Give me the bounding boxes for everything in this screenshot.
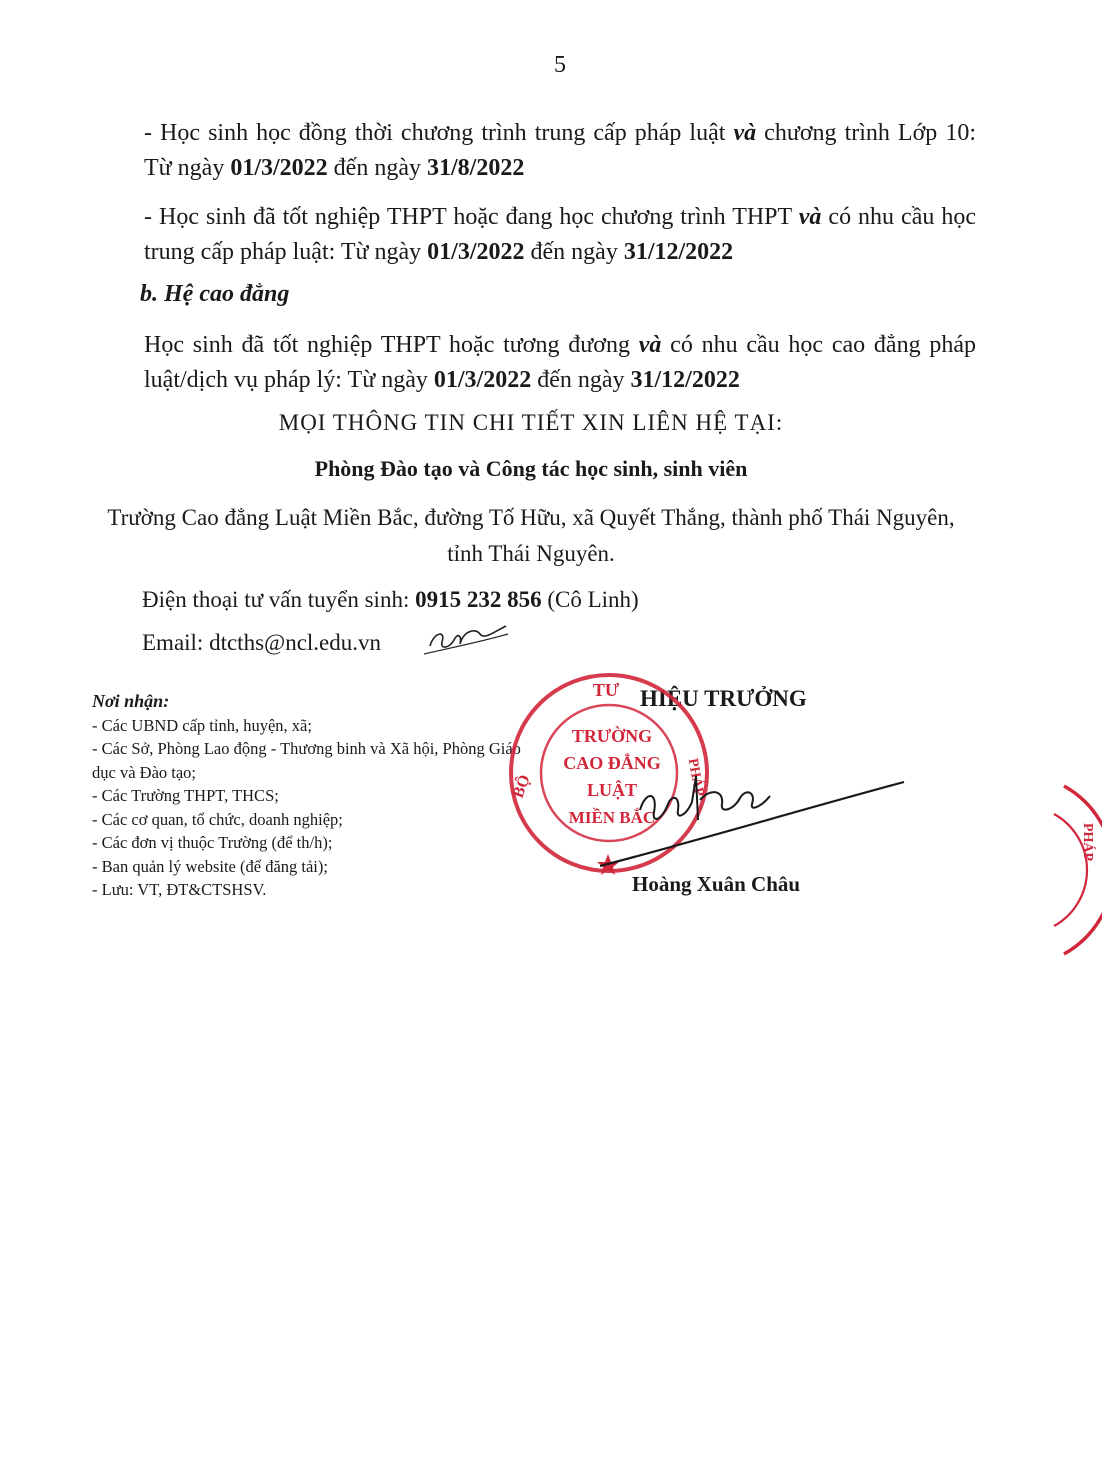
svg-text:MIỀN BẮC: MIỀN BẮC [568,808,656,827]
signer-title: HIỆU TRƯỞNG [640,686,807,711]
email-address[interactable]: dtcths@ncl.edu.vn [209,630,382,655]
svg-text:LUẬT: LUẬT [586,780,638,800]
section-heading-college: b. Hệ cao đẳng [140,281,290,307]
contact-email: Email: dtcths@ncl.edu.vn [142,630,382,655]
recipient-item: - Ban quản lý website (để đăng tải); [92,856,328,876]
paragraph-intermediate-thpt: - Học sinh đã tốt nghiệp THPT hoặc đang học chương trình THPT và có nhu cầu học trung cấp pháp luật: Từ ngày 01/3/2022 đến ngày 31/12/2022 [144,204,977,265]
recipients-block [92,690,522,902]
page-number: 5 [554,52,566,78]
contact-department: Phòng Đào tạo và Công tác học sinh, sinh viên [314,456,748,481]
end-date: 31/12/2022 [630,367,740,393]
start-date: 01/3/2022 [433,367,532,393]
svg-text:PHÁP: PHÁP [684,757,707,798]
stamp-fragment [1050,780,1102,960]
recipients-list [92,714,522,902]
start-date: 01/3/2022 [230,155,328,181]
recipient-item: - Các UBND cấp tỉnh, huyện, xã; [92,715,312,735]
svg-text:TRƯỜNG: TRƯỜNG [571,726,653,746]
contact-heading: MỌI THÔNG TIN CHI TIẾT XIN LIÊN HỆ TẠI: [278,410,784,435]
end-date: 31/12/2022 [623,239,734,265]
svg-text:BỘ: BỘ [509,772,534,801]
svg-text:CAO ĐẲNG: CAO ĐẲNG [563,753,661,773]
recipient-item: - Các đơn vị thuộc Trường (để th/h); [92,833,333,852]
recipient-item: - Các Trường THPT, THCS; [92,786,279,805]
handwritten-initial [420,612,510,662]
svg-text:TƯ: TƯ [592,680,620,700]
contact-address: Trường Cao đẳng Luật Miền Bắc, đường Tố Hữu, xã Quyết Thắng, thành phố Thái Nguyên, tỉnh Thái Nguyên. [107,505,955,566]
svg-text:PHÁP: PHÁP [1080,822,1095,862]
handwritten-signature [600,740,920,890]
recipients-title: Nơi nhận: [92,691,170,711]
end-date: 31/8/2022 [426,155,525,181]
start-date: 01/3/2022 [427,239,525,265]
recipient-item: - Lưu: VT, ĐT&CTSHSV. [92,880,267,899]
recipient-item: - Các Sở, Phòng Lao động - Thương binh và Xã hội, Phòng Giáo dục và Đào tạo; [92,739,521,782]
paragraph-college: Học sinh đã tốt nghiệp THPT hoặc tương đương và có nhu cầu học cao đẳng pháp luật/dịch vụ pháp lý: Từ ngày 01/3/2022 đến ngày 31/12/2022 [144,332,976,393]
paragraph-intermediate-grade10: - Học sinh học đồng thời chương trình trung cấp pháp luật và chương trình Lớp 10: Từ ngày 01/3/2022 đến ngày 31/8/2022 [144,120,976,181]
recipient-item: - Các cơ quan, tổ chức, doanh nghiệp; [92,809,343,829]
signer-name: Hoàng Xuân Châu [632,872,801,896]
phone-number: 0915 232 856 [415,587,542,612]
contact-phone: Điện thoại tư vấn tuyển sinh: 0915 232 856 (Cô Linh) [142,587,639,612]
